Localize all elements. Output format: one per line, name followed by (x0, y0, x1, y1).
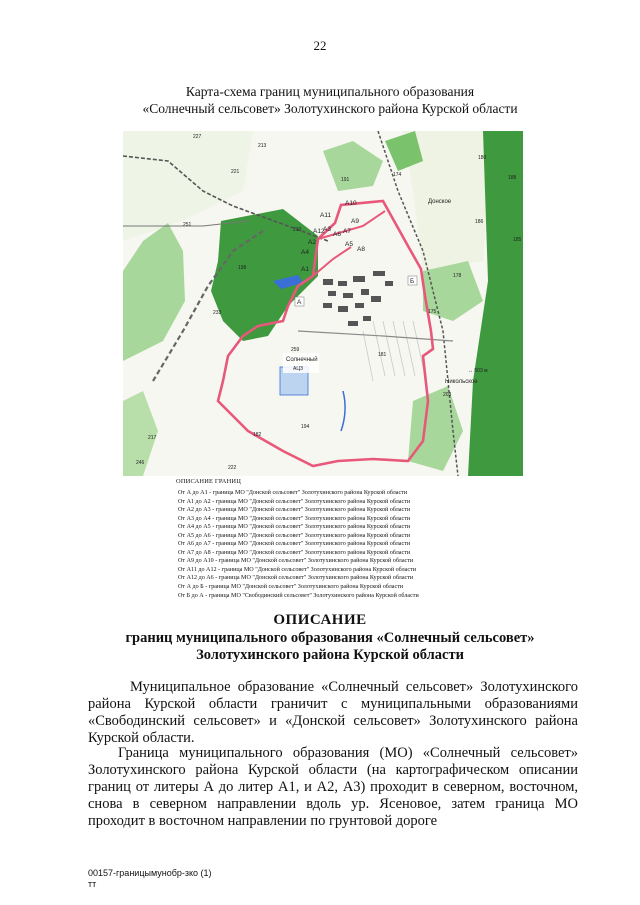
footer-filename: 00157-границымунобр-зко (1) (88, 868, 212, 878)
village-sublabel: АЦЗ (293, 366, 304, 372)
point-label: А11 (320, 212, 332, 219)
elevation-label: 194 (301, 424, 310, 430)
file-footer (88, 868, 212, 890)
point-label: Б (410, 278, 415, 285)
village-label: Донское (428, 199, 452, 205)
boundary-legend (178, 478, 508, 600)
elevation-label: 185 (513, 237, 522, 243)
point-label: А5 (345, 241, 353, 248)
legend-item: От А до Б - граница МО "Донской сельсовет" Золотухинского района Курской области (178, 584, 404, 591)
legend-list (178, 489, 508, 600)
point-label: А10 (345, 200, 357, 207)
elevation-label: 181 (378, 352, 387, 358)
elevation-label: 180 (478, 155, 487, 161)
legend-item: От А1 до А2 - граница МО "Донской сельсовет" Золотухинского района Курской области (178, 498, 411, 505)
elevation-label: 251 (183, 222, 192, 228)
description-paragraph: Граница муниципального образования (МО) «Солнечный сельсовет» Золотухинского района Курской области (на картографическом описании границ от литеры А до литер А1, и А2, А3) проходит в северном, восточном, снова в северном направлении вдоль ур. Ясеновое, затем граница МО проходит в восточном направлении по грунтовой дороге (88, 745, 578, 829)
village-label: Никольское (445, 379, 478, 385)
elevation-label: 222 (228, 465, 237, 471)
point-label: А6 (333, 231, 341, 238)
elevation-label: 227 (193, 134, 202, 140)
legend-item: От А6 до А7 - граница МО "Донской сельсовет" Золотухинского района Курской области (178, 541, 411, 548)
elevation-label: 233 (213, 310, 222, 316)
description-subheading-line1: границ муниципального образования «Солнечный сельсовет» (125, 630, 535, 646)
point-label: А7 (343, 228, 351, 235)
map-title-line1: Карта-схема границ муниципального образования (185, 84, 475, 99)
elevation-label: 217 (148, 435, 157, 441)
point-label: А8 (357, 246, 365, 253)
legend-item: От Б до А - граница МО "Свободинский сельсовет" Золотухинского района Курской области (178, 592, 419, 599)
elevation-label: 182 (253, 432, 262, 438)
elevation-label: 175 (428, 309, 437, 315)
legend-item: От А12 до А6 - граница МО "Донской сельсовет" Золотухинского района Курской области (178, 575, 414, 582)
map-title-line2: «Солнечный сельсовет» Золотухинского района Курской области (142, 101, 518, 116)
boundary-map (123, 131, 523, 476)
point-label: А1 (301, 266, 309, 273)
elevation-label: 198 (238, 265, 247, 271)
description-subheading (60, 630, 600, 664)
legend-item: От А3 до А4 - граница МО "Донской сельсовет" Золотухинского района Курской области (178, 515, 411, 522)
elevation-label: 246 (136, 460, 145, 466)
point-label: А (297, 299, 302, 306)
legend-item: От А4 до А5 - граница МО "Донской сельсовет" Золотухинского района Курской области (178, 524, 411, 531)
point-label: А2 (308, 239, 316, 246)
elevation-label: 221 (231, 169, 240, 175)
point-label: А3 (323, 226, 331, 233)
elevation-label: 259 (291, 347, 300, 353)
point-label: А12 (313, 228, 325, 235)
scale-note: ↔ 503 м (468, 368, 488, 374)
map-title (60, 83, 600, 117)
footer-initials: тт (88, 879, 97, 889)
legend-item: От А до А1 - граница МО "Донской сельсовет" Золотухинского района Курской области (178, 490, 408, 496)
legend-item: От А7 до А8 - граница МО "Донской сельсовет" Золотухинского района Курской области (178, 549, 411, 556)
point-label: А4 (301, 249, 309, 256)
elevation-label: 186 (475, 219, 484, 225)
legend-item: От А2 до А3 - граница МО "Донской сельсовет" Золотухинского района Курской области (178, 507, 411, 514)
elevation-label: 210 (293, 227, 302, 233)
legend-item: От А5 до А6 - граница МО "Донской сельсовет" Золотухинского района Курской области (178, 532, 411, 539)
elevation-label: 203 (443, 392, 452, 398)
point-label: А9 (351, 218, 359, 225)
legend-item: От А11 до А12 - граница МО "Донской сельсовет" Золотухинского района Курской области (178, 566, 416, 573)
description-paragraph: Муниципальное образование «Солнечный сельсовет» Золотухинского района Курской области граничит с муниципальными образованиями «Свободинский сельсовет» и «Донской сельсовет» Золотухинского района Курской области. (88, 679, 578, 746)
page-number: 22 (313, 38, 327, 53)
elevation-label: 174 (393, 172, 402, 178)
elevation-label: 178 (453, 273, 462, 279)
legend-item: От А9 до А10 - граница МО "Донской сельсовет" Золотухинского района Курской области (178, 558, 414, 565)
elevation-label: 188 (508, 175, 517, 181)
legend-title: ОПИСАНИЕ ГРАНИЦ (176, 478, 242, 485)
elevation-label: 191 (341, 177, 350, 183)
description-heading: ОПИСАНИЕ (273, 612, 367, 628)
description-subheading-line2: Золотухинского района Курской области (196, 647, 464, 663)
village-label: Солнечный (286, 357, 318, 363)
elevation-label: 213 (258, 143, 267, 149)
